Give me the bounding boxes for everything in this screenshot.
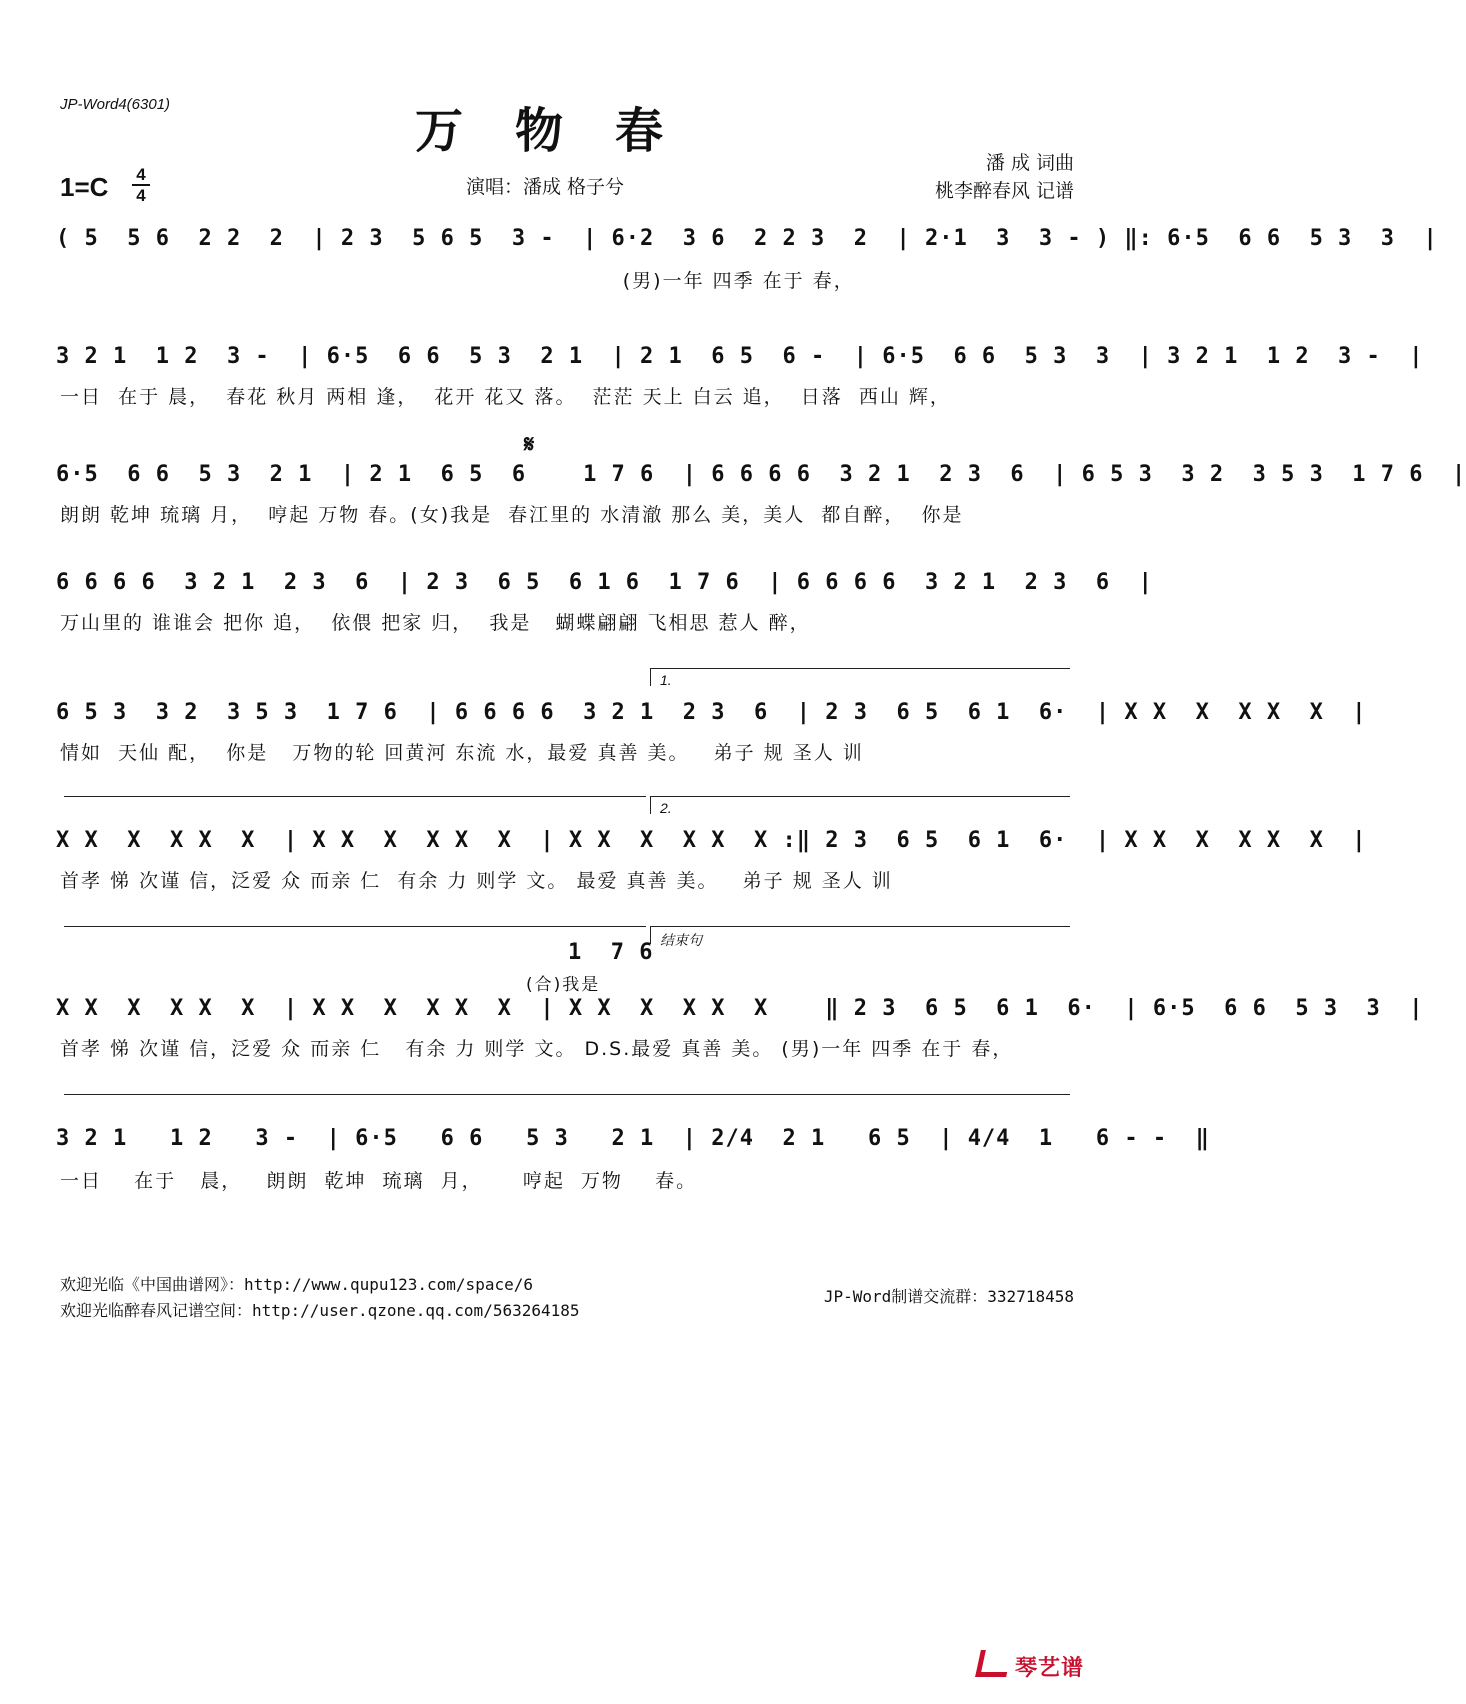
score-row-4-lyrics: 万山里的 谁谁会 把你 追， 依偎 把家 归， 我是 蝴蝶翩翩 飞相思 惹人 醉，	[60, 612, 811, 634]
volta-1-label: 1.	[660, 672, 672, 688]
footer-site-link[interactable]: 欢迎光临《中国曲谱网》：http://www.qupu123.com/space/6	[60, 1275, 533, 1294]
score-row-5-notes: 6 5 3 3 2 3 5 3 1 7 6 | 6 6 6 6 3 2 1 2 3 6 | 2 3 6 5 6 1 6· | X X X X X X |	[56, 700, 1367, 725]
volta-2-bracket	[650, 796, 651, 814]
time-signature-bottom: 4	[136, 186, 146, 205]
score-row-7-lyrics: 首孝 悌 次谨 信，泛爱 众 而亲 仁 有余 力 则学 文。 D.S.最爱 真善 美。 (男)一年 四季 在于 春，	[60, 1038, 1014, 1060]
key-signature: 1=C	[60, 172, 109, 202]
coda-line	[650, 926, 1070, 927]
performers: 演唱：潘成 格子兮	[466, 176, 625, 198]
coda-continuation	[64, 1094, 1070, 1095]
score-row-4-notes: 6 6 6 6 3 2 1 2 3 6 | 2 3 6 5 6 1 6 1 7 6 | 6 6 6 6 3 2 1 2 3 6 |	[56, 570, 1153, 595]
score-row-3-notes: 6·5 6 6 5 3 2 1 | 2 1 6 5 6 1 7 6 | 6 6 6 6 3 2 1 2 3 6 | 6 5 3 3 2 3 5 3 1 7 6 |	[56, 462, 1466, 487]
score-row-1-lyrics: (男)一年 四季 在于 春，	[60, 270, 855, 292]
brand-logo	[978, 1650, 1084, 1682]
volta-1-line	[650, 668, 1070, 669]
brand-logo-icon	[975, 1650, 1012, 1677]
score-row-8-notes: 3 2 1 1 2 3 - | 6·5 6 6 5 3 2 1 | 2/4 2 1 6 5 | 4/4 1 6 - - ‖	[56, 1126, 1210, 1151]
volta-1-continuation	[64, 796, 646, 797]
volta-1-bracket	[650, 668, 651, 686]
volta-2-line	[650, 796, 1070, 797]
volta-2-continuation	[64, 926, 646, 927]
score-row-7-notes: X X X X X X | X X X X X X | X X X X X X ‖ 2 3 6 5 6 1 6· | 6·5 6 6 5 3 3 |	[56, 996, 1424, 1021]
coda-pickup-notes: 1 7 6	[568, 940, 654, 965]
volta-2-label: 2.	[660, 800, 672, 816]
score-row-5-lyrics: 情如 天仙 配， 你是 万物的轮 回黄河 东流 水，最爱 真善 美。 弟子 规 圣人 训	[60, 742, 864, 764]
score-row-1-notes: ( 5 5 6 2 2 2 | 2 3 5 6 5 3 - | 6·2 3 6 2 2 3 2 | 2·1 3 3 - ) ‖: 6·5 6 6 5 3 3 |	[56, 226, 1438, 251]
software-version: JP-Word4(6301)	[60, 96, 171, 113]
segno-sign: 𝄋	[524, 430, 535, 458]
song-title: 万物春	[414, 103, 715, 159]
time-signature-top: 4	[136, 165, 146, 184]
score-row-3-lyrics: 朗朗 乾坤 琉璃 月， 哼起 万物 春。(女)我是 春江里的 水清澈 那么 美，美人 都自醉， 你是	[60, 504, 964, 526]
score-row-6-lyrics: 首孝 悌 次谨 信，泛爱 众 而亲 仁 有余 力 则学 文。 最爱 真善 美。 弟子 规 圣人 训	[60, 870, 893, 892]
coda-label: 结束句	[660, 932, 702, 948]
brand-logo-text: 琴艺谱	[1014, 1656, 1084, 1681]
footer-group-number: JP-Word制谱交流群：332718458	[823, 1287, 1074, 1306]
time-signature	[132, 166, 150, 204]
composer-credit: 潘 成 词曲	[985, 152, 1074, 174]
score-row-2-lyrics: 一日 在于 晨， 春花 秋月 两相 逢， 花开 花又 落。 茫茫 天上 白云 追， 日落 西山 辉，	[60, 386, 951, 408]
footer-space-link[interactable]: 欢迎光临醉春风记谱空间：http://user.qzone.qq.com/563264185	[60, 1301, 580, 1320]
transcriber-credit: 桃李醉春风 记谱	[934, 180, 1074, 202]
score-row-8-lyrics: 一日 在于 晨， 朗朗 乾坤 琉璃 月， 哼起 万物 春。	[60, 1170, 698, 1192]
score-row-2-notes: 3 2 1 1 2 3 - | 6·5 6 6 5 3 2 1 | 2 1 6 5 6 - | 6·5 6 6 5 3 3 | 3 2 1 1 2 3 - |	[56, 344, 1424, 369]
score-row-6-notes: X X X X X X | X X X X X X | X X X X X X :‖ 2 3 6 5 6 1 6· | X X X X X X |	[56, 828, 1367, 853]
coda-pickup-lyric: (合)我是	[526, 975, 601, 995]
